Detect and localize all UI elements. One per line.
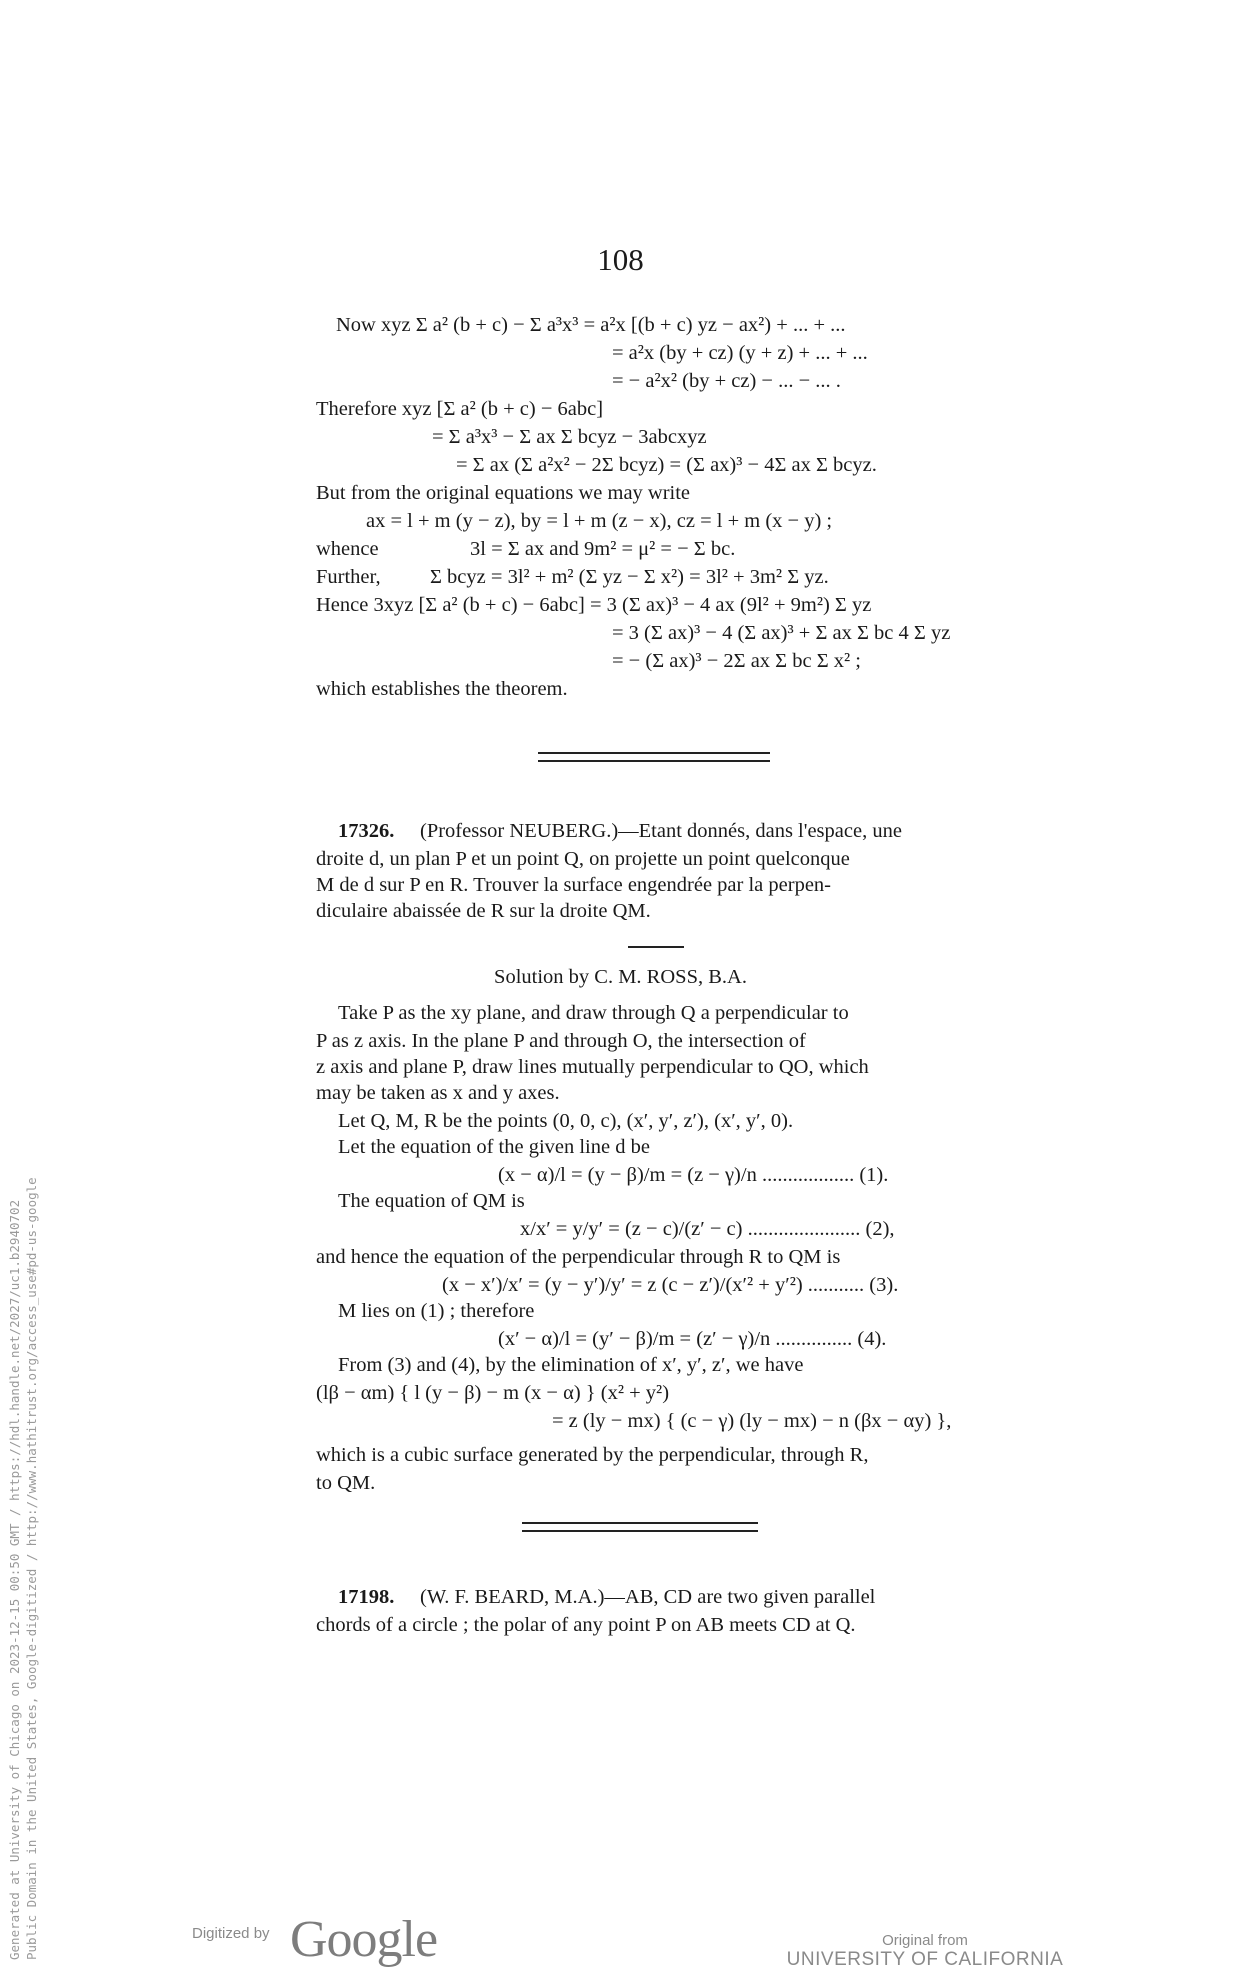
proof-line: Now xyz Σ a² (b + c) − Σ a³x³ = a²x [(b + c) yz − ax²) + ... + ... bbox=[336, 314, 846, 336]
solution-line: (x − α)/l = (y − β)/m = (z − γ)/n .................. (1). bbox=[498, 1164, 889, 1186]
proof-line: = a²x (by + cz) (y + z) + ... + ... bbox=[612, 342, 868, 364]
watermark-line: Generated at University of Chicago on 2023-12-15 00:50 GMT / https://hdl.handle.net/2027/uc1.b2940702 bbox=[7, 1199, 22, 1960]
solution-line: Take P as the xy plane, and draw through Q a perpendicular to bbox=[338, 1002, 849, 1024]
solution-line: = z (ly − mx) { (c − γ) (ly − mx) − n (βx − αy) }, bbox=[552, 1410, 952, 1432]
solution-line: and hence the equation of the perpendicular through R to QM is bbox=[316, 1246, 841, 1268]
institution-label: UNIVERSITY OF CALIFORNIA bbox=[786, 1949, 1064, 1970]
proof-line: Further, bbox=[316, 566, 381, 588]
google-logo: Google bbox=[290, 1911, 438, 1968]
page-number: 108 bbox=[597, 242, 644, 277]
section-divider bbox=[538, 752, 770, 762]
short-divider bbox=[628, 946, 684, 948]
proof-line: = − a²x² (by + cz) − ... − ... . bbox=[612, 370, 841, 392]
solution-line: z axis and plane P, draw lines mutually perpendicular to QO, which bbox=[316, 1056, 869, 1078]
solution-line: (x′ − α)/l = (y′ − β)/m = (z′ − γ)/n ............... (4). bbox=[498, 1328, 887, 1350]
original-from-label: Original from bbox=[882, 1932, 968, 1949]
proof-line: which establishes the theorem. bbox=[316, 678, 568, 700]
section-divider bbox=[522, 1522, 758, 1532]
problem-line: (Professor NEUBERG.)—Etant donnés, dans l'espace, une bbox=[420, 820, 902, 842]
solution-line: to QM. bbox=[316, 1472, 376, 1494]
digitized-by-label: Digitized by bbox=[192, 1925, 270, 1942]
proof-line: 3l = Σ ax and 9m² = μ² = − Σ bc. bbox=[470, 538, 736, 560]
solution-line: which is a cubic surface generated by the perpendicular, through R, bbox=[316, 1444, 869, 1466]
solution-line: Let Q, M, R be the points (0, 0, c), (x′, y′, z′), (x′, y′, 0). bbox=[338, 1110, 794, 1132]
proof-line: Σ bcyz = 3l² + m² (Σ yz − Σ x²) = 3l² + 3m² Σ yz. bbox=[430, 566, 829, 588]
problem-line: chords of a circle ; the polar of any point P on AB meets CD at Q. bbox=[316, 1614, 856, 1636]
problem-number: 17326. bbox=[338, 820, 395, 842]
proof-line: = Σ a³x³ − Σ ax Σ bcyz − 3abcxyz bbox=[432, 426, 707, 448]
problem-number: 17198. bbox=[338, 1586, 395, 1608]
solution-line: (lβ − αm) { l (y − β) − m (x − α) } (x² + y²) bbox=[316, 1382, 670, 1404]
solution-line: P as z axis. In the plane P and through O, the intersection of bbox=[316, 1030, 806, 1052]
problem-line: droite d, un plan P et un point Q, on projette un point quelconque bbox=[316, 848, 850, 870]
proof-line: But from the original equations we may write bbox=[316, 482, 691, 504]
problem-line: (W. F. BEARD, M.A.)—AB, CD are two given parallel bbox=[420, 1586, 876, 1608]
watermark-line: Public Domain in the United States, Google-digitized / http://www.hathitrust.org/access_use#pd-us-google bbox=[24, 1177, 39, 1960]
proof-line: Hence 3xyz [Σ a² (b + c) − 6abc] = 3 (Σ ax)³ − 4 ax (9l² + 9m²) Σ yz bbox=[316, 594, 872, 616]
solution-heading: Solution by C. M. ROSS, B.A. bbox=[494, 966, 747, 988]
solution-line: may be taken as x and y axes. bbox=[316, 1082, 560, 1104]
proof-line: Therefore xyz [Σ a² (b + c) − 6abc] bbox=[316, 398, 604, 420]
proof-line: = 3 (Σ ax)³ − 4 (Σ ax)³ + Σ ax Σ bc 4 Σ yz bbox=[612, 622, 951, 644]
solution-line: The equation of QM is bbox=[338, 1190, 525, 1212]
solution-line: Let the equation of the given line d be bbox=[338, 1136, 650, 1158]
solution-line: x/x′ = y/y′ = (z − c)/(z′ − c) ...................... (2), bbox=[520, 1218, 895, 1240]
solution-line: (x − x′)/x′ = (y − y′)/y′ = z (c − z′)/(x′² + y′²) ........... (3). bbox=[442, 1274, 899, 1296]
problem-line: diculaire abaissée de R sur la droite QM. bbox=[316, 900, 651, 922]
solution-line: From (3) and (4), by the elimination of x′, y′, z′, we have bbox=[338, 1354, 804, 1376]
access-watermark bbox=[6, 10, 46, 1960]
solution-line: M lies on (1) ; therefore bbox=[338, 1300, 535, 1322]
original-source bbox=[780, 1932, 1070, 1971]
proof-line: ax = l + m (y − z), by = l + m (z − x), cz = l + m (x − y) ; bbox=[366, 510, 833, 532]
proof-line: = − (Σ ax)³ − 2Σ ax Σ bc Σ x² ; bbox=[612, 650, 861, 672]
proof-line: = Σ ax (Σ a²x² − 2Σ bcyz) = (Σ ax)³ − 4Σ ax Σ bcyz. bbox=[456, 454, 877, 476]
proof-line: whence bbox=[316, 538, 379, 560]
problem-line: M de d sur P en R. Trouver la surface engendrée par la perpen- bbox=[316, 874, 831, 896]
